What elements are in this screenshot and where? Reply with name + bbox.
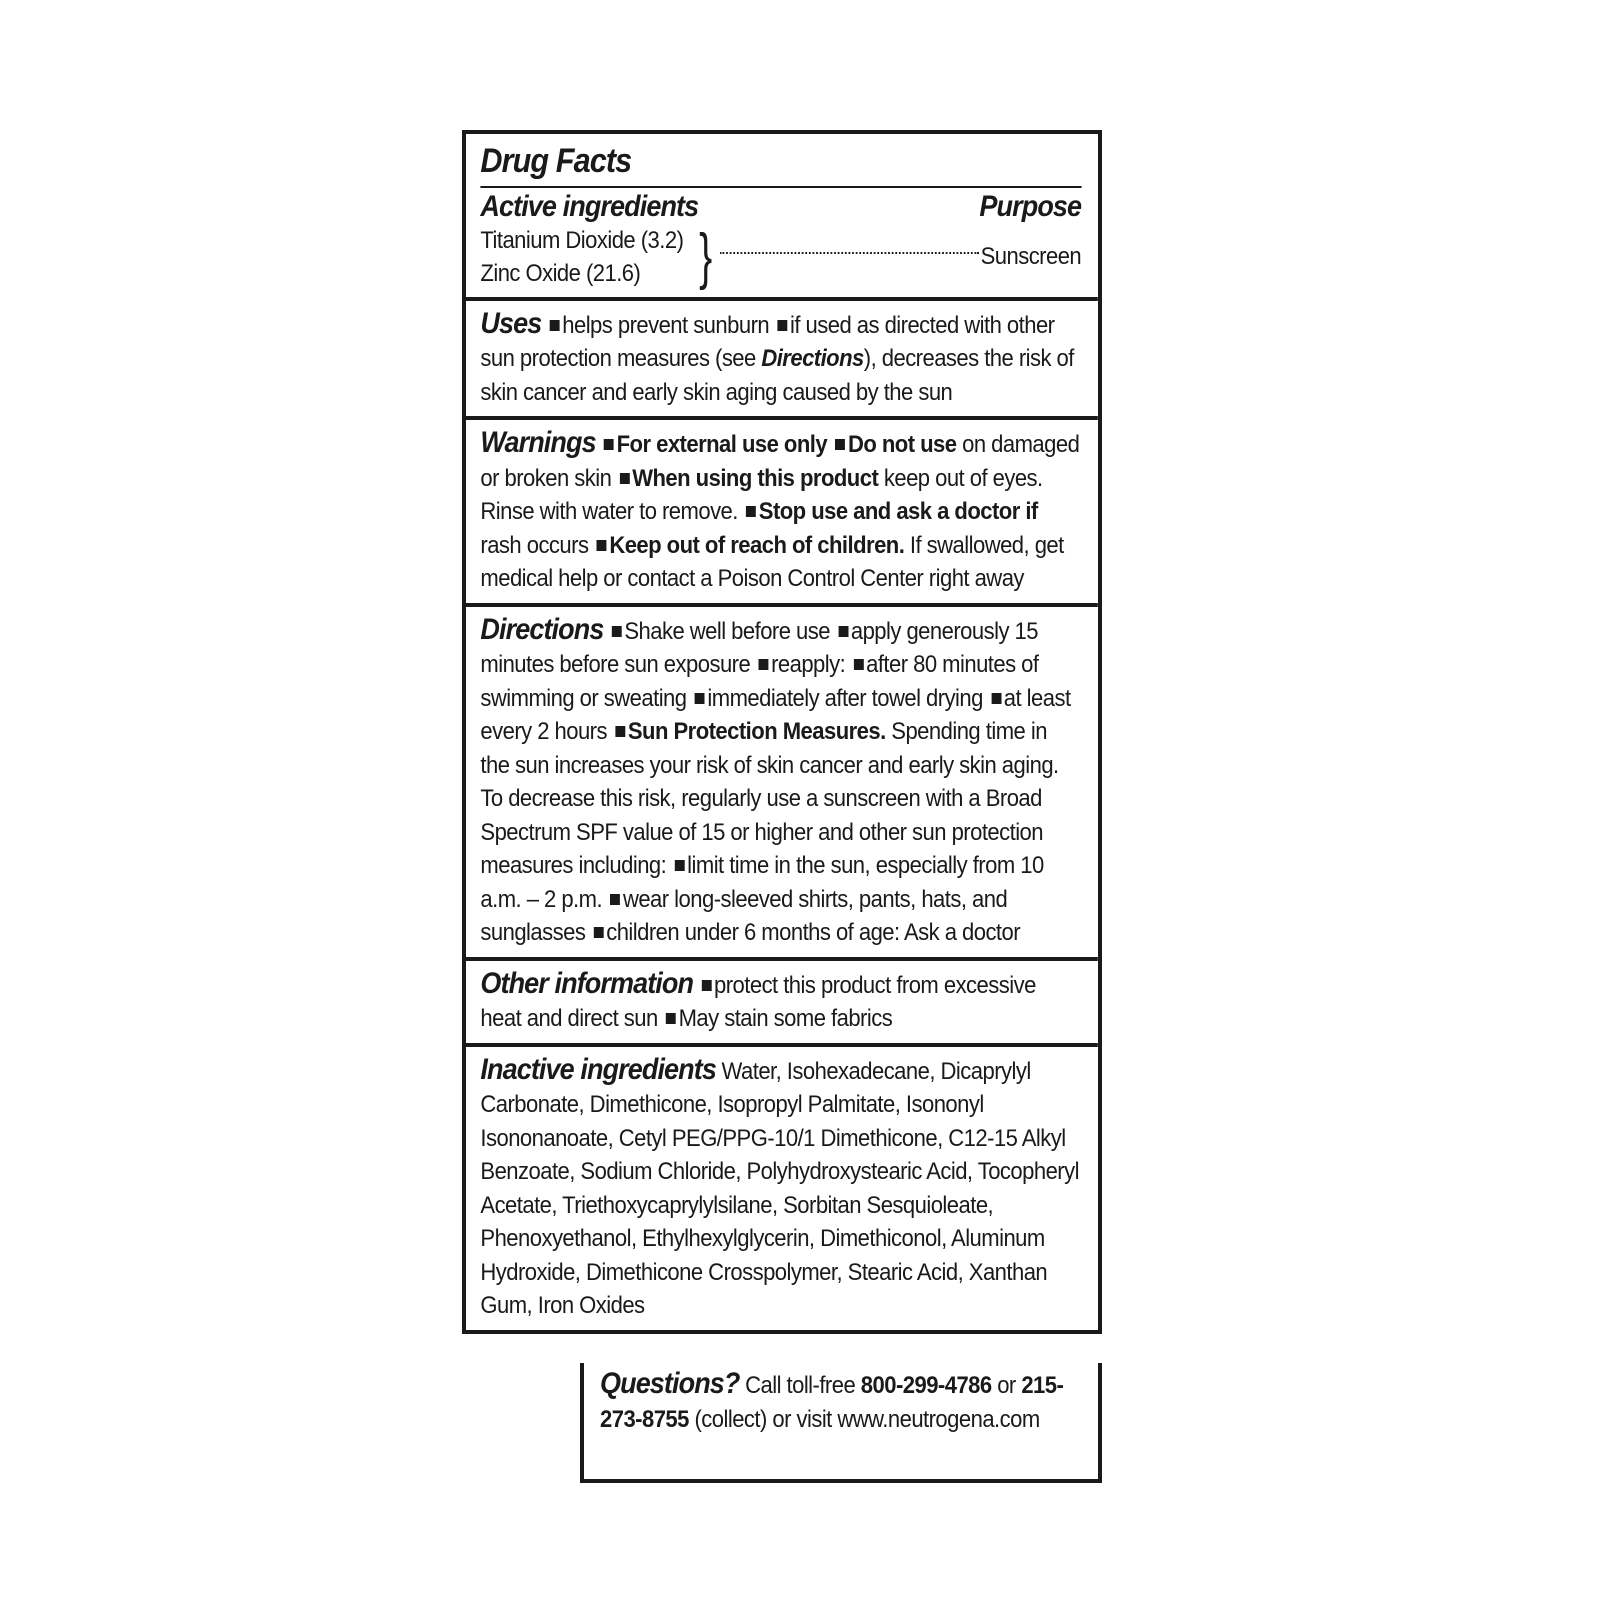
toll-free-phone: 800-299-4786 xyxy=(860,1372,992,1399)
other-information-section xyxy=(466,961,1097,1047)
other-information-heading: Other information xyxy=(480,966,694,1000)
bullet-square-icon xyxy=(615,726,625,737)
warning-bold-text: Stop use and ask a doctor if xyxy=(758,498,1038,525)
purpose-heading: Purpose xyxy=(979,190,1082,223)
bullet-square-icon xyxy=(597,540,607,551)
bullet-square-icon xyxy=(758,659,768,670)
dotted-leader xyxy=(719,251,978,254)
direction-text: apply generously 15 minutes before sun exposure xyxy=(480,617,1038,678)
direction-text: immediately after towel drying xyxy=(707,684,983,712)
uses-section xyxy=(466,301,1097,421)
bullet-square-icon xyxy=(666,1013,676,1024)
uses-text: ), decreases the risk of skin cancer and early skin aging caused by the sun xyxy=(480,345,1074,406)
warning-bold-text: For external use only xyxy=(616,431,828,458)
bullet-square-icon xyxy=(701,980,711,991)
bullet-square-icon xyxy=(675,860,685,871)
inactive-ingredients-text: Water, Isohexadecane, Dicaprylyl Carbonate, Dimethicone, Isopropyl Palmitate, Isononyl Isononanoate, Cetyl PEG/PPG-10/1 Dimethicone, C12-15 Alkyl Benzoate, Sodium Chloride, Polyhydroxystearic Acid, Tocopheryl Acetate, Triethoxycaprylylsilane, Sorbitan Sesquioleate, Phenoxyethanol, Ethylhexylglycerin, Dimethiconol, Aluminum Hydroxide, Dimethicone Crosspolymer, Stearic Acid, Xanthan Gum, Iron Oxides xyxy=(480,1057,1079,1319)
warning-text: keep out of eyes. Rinse with water to remove. xyxy=(480,464,1043,525)
warning-bold-text: When using this product xyxy=(632,464,879,492)
brace-symbol: } xyxy=(698,221,712,291)
warnings-heading: Warnings xyxy=(480,426,596,459)
questions-text: Call toll-free xyxy=(739,1372,861,1399)
direction-text: Spending time in the sun increases your risk of skin cancer and early skin aging. To decrease this risk, regularly use a sunscreen with a Broad Spectrum SPF value of 15 or higher and other sun protection measures including: xyxy=(480,718,1059,879)
warning-text: on damaged or broken skin xyxy=(480,431,1080,492)
direction-text: wear long-sleeved shirts, pants, hats, and sunglasses xyxy=(480,885,1008,946)
direction-text: children under 6 months of age: Ask a doctor xyxy=(606,919,1021,946)
warning-bold-text: Keep out of reach of children. xyxy=(609,531,905,559)
active-ingredient-item: Zinc Oxide (21.6) xyxy=(480,259,641,287)
bullet-square-icon xyxy=(746,506,756,517)
bullet-square-icon xyxy=(854,659,864,670)
direction-text: reapply: xyxy=(771,651,846,678)
drug-facts-title: Drug Facts xyxy=(480,138,1081,188)
inactive-ingredients-section xyxy=(466,1047,1097,1330)
active-ingredients-header-row xyxy=(480,190,1081,224)
inactive-ingredients-heading: Inactive ingredients xyxy=(480,1052,716,1086)
sun-protection-heading: Sun Protection Measures. xyxy=(627,718,886,745)
bullet-square-icon xyxy=(612,626,622,637)
bullet-square-icon xyxy=(835,439,845,450)
direction-text: limit time in the sun, especially from 10 a.m. – 2 p.m. xyxy=(480,852,1044,913)
warning-bold-text: Do not use xyxy=(847,431,957,458)
questions-heading: Questions? xyxy=(600,1367,740,1400)
bullet-square-icon xyxy=(594,927,604,938)
purpose-value: Sunscreen xyxy=(980,242,1082,270)
warning-text: If swallowed, get medical help or contact a Poison Control Center right away xyxy=(480,531,1064,592)
drug-facts-panel xyxy=(462,130,1102,1334)
bullet-square-icon xyxy=(838,626,848,637)
directions-section xyxy=(466,607,1097,961)
bullet-square-icon xyxy=(604,439,614,450)
warnings-section xyxy=(466,420,1097,607)
direction-text: at least every 2 hours xyxy=(480,684,1071,745)
directions-heading: Directions xyxy=(480,612,604,646)
direction-text: Shake well before use xyxy=(624,617,830,645)
questions-text: or xyxy=(991,1372,1022,1399)
other-information-text: May stain some fabrics xyxy=(678,1005,893,1032)
direction-text: after 80 minutes of swimming or sweating xyxy=(480,651,1039,712)
uses-heading: Uses xyxy=(480,306,542,340)
collect-phone: 215-273-8755 xyxy=(600,1372,1064,1433)
active-ingredients-section xyxy=(466,134,1097,301)
directions-reference: Directions xyxy=(761,345,864,372)
uses-text: helps prevent sunburn xyxy=(562,311,770,339)
other-information-text: protect this product from excessive heat and direct sun xyxy=(480,971,1036,1032)
warning-text: rash occurs xyxy=(480,531,589,559)
bullet-square-icon xyxy=(991,693,1001,704)
bullet-square-icon xyxy=(610,894,620,905)
bullet-square-icon xyxy=(620,473,630,484)
active-ingredients-heading: Active ingredients xyxy=(480,190,699,223)
active-ingredients-body xyxy=(480,221,1082,291)
bullet-square-icon xyxy=(550,320,560,331)
active-ingredient-list xyxy=(480,224,683,290)
questions-section xyxy=(580,1363,1102,1483)
bullet-square-icon xyxy=(777,320,787,331)
active-ingredient-item: Titanium Dioxide (3.2) xyxy=(480,226,684,254)
questions-text: (collect) or visit www.neutrogena.com xyxy=(688,1405,1040,1433)
uses-text: if used as directed with other sun protection measures (see xyxy=(480,311,1055,372)
bullet-square-icon xyxy=(695,693,705,704)
